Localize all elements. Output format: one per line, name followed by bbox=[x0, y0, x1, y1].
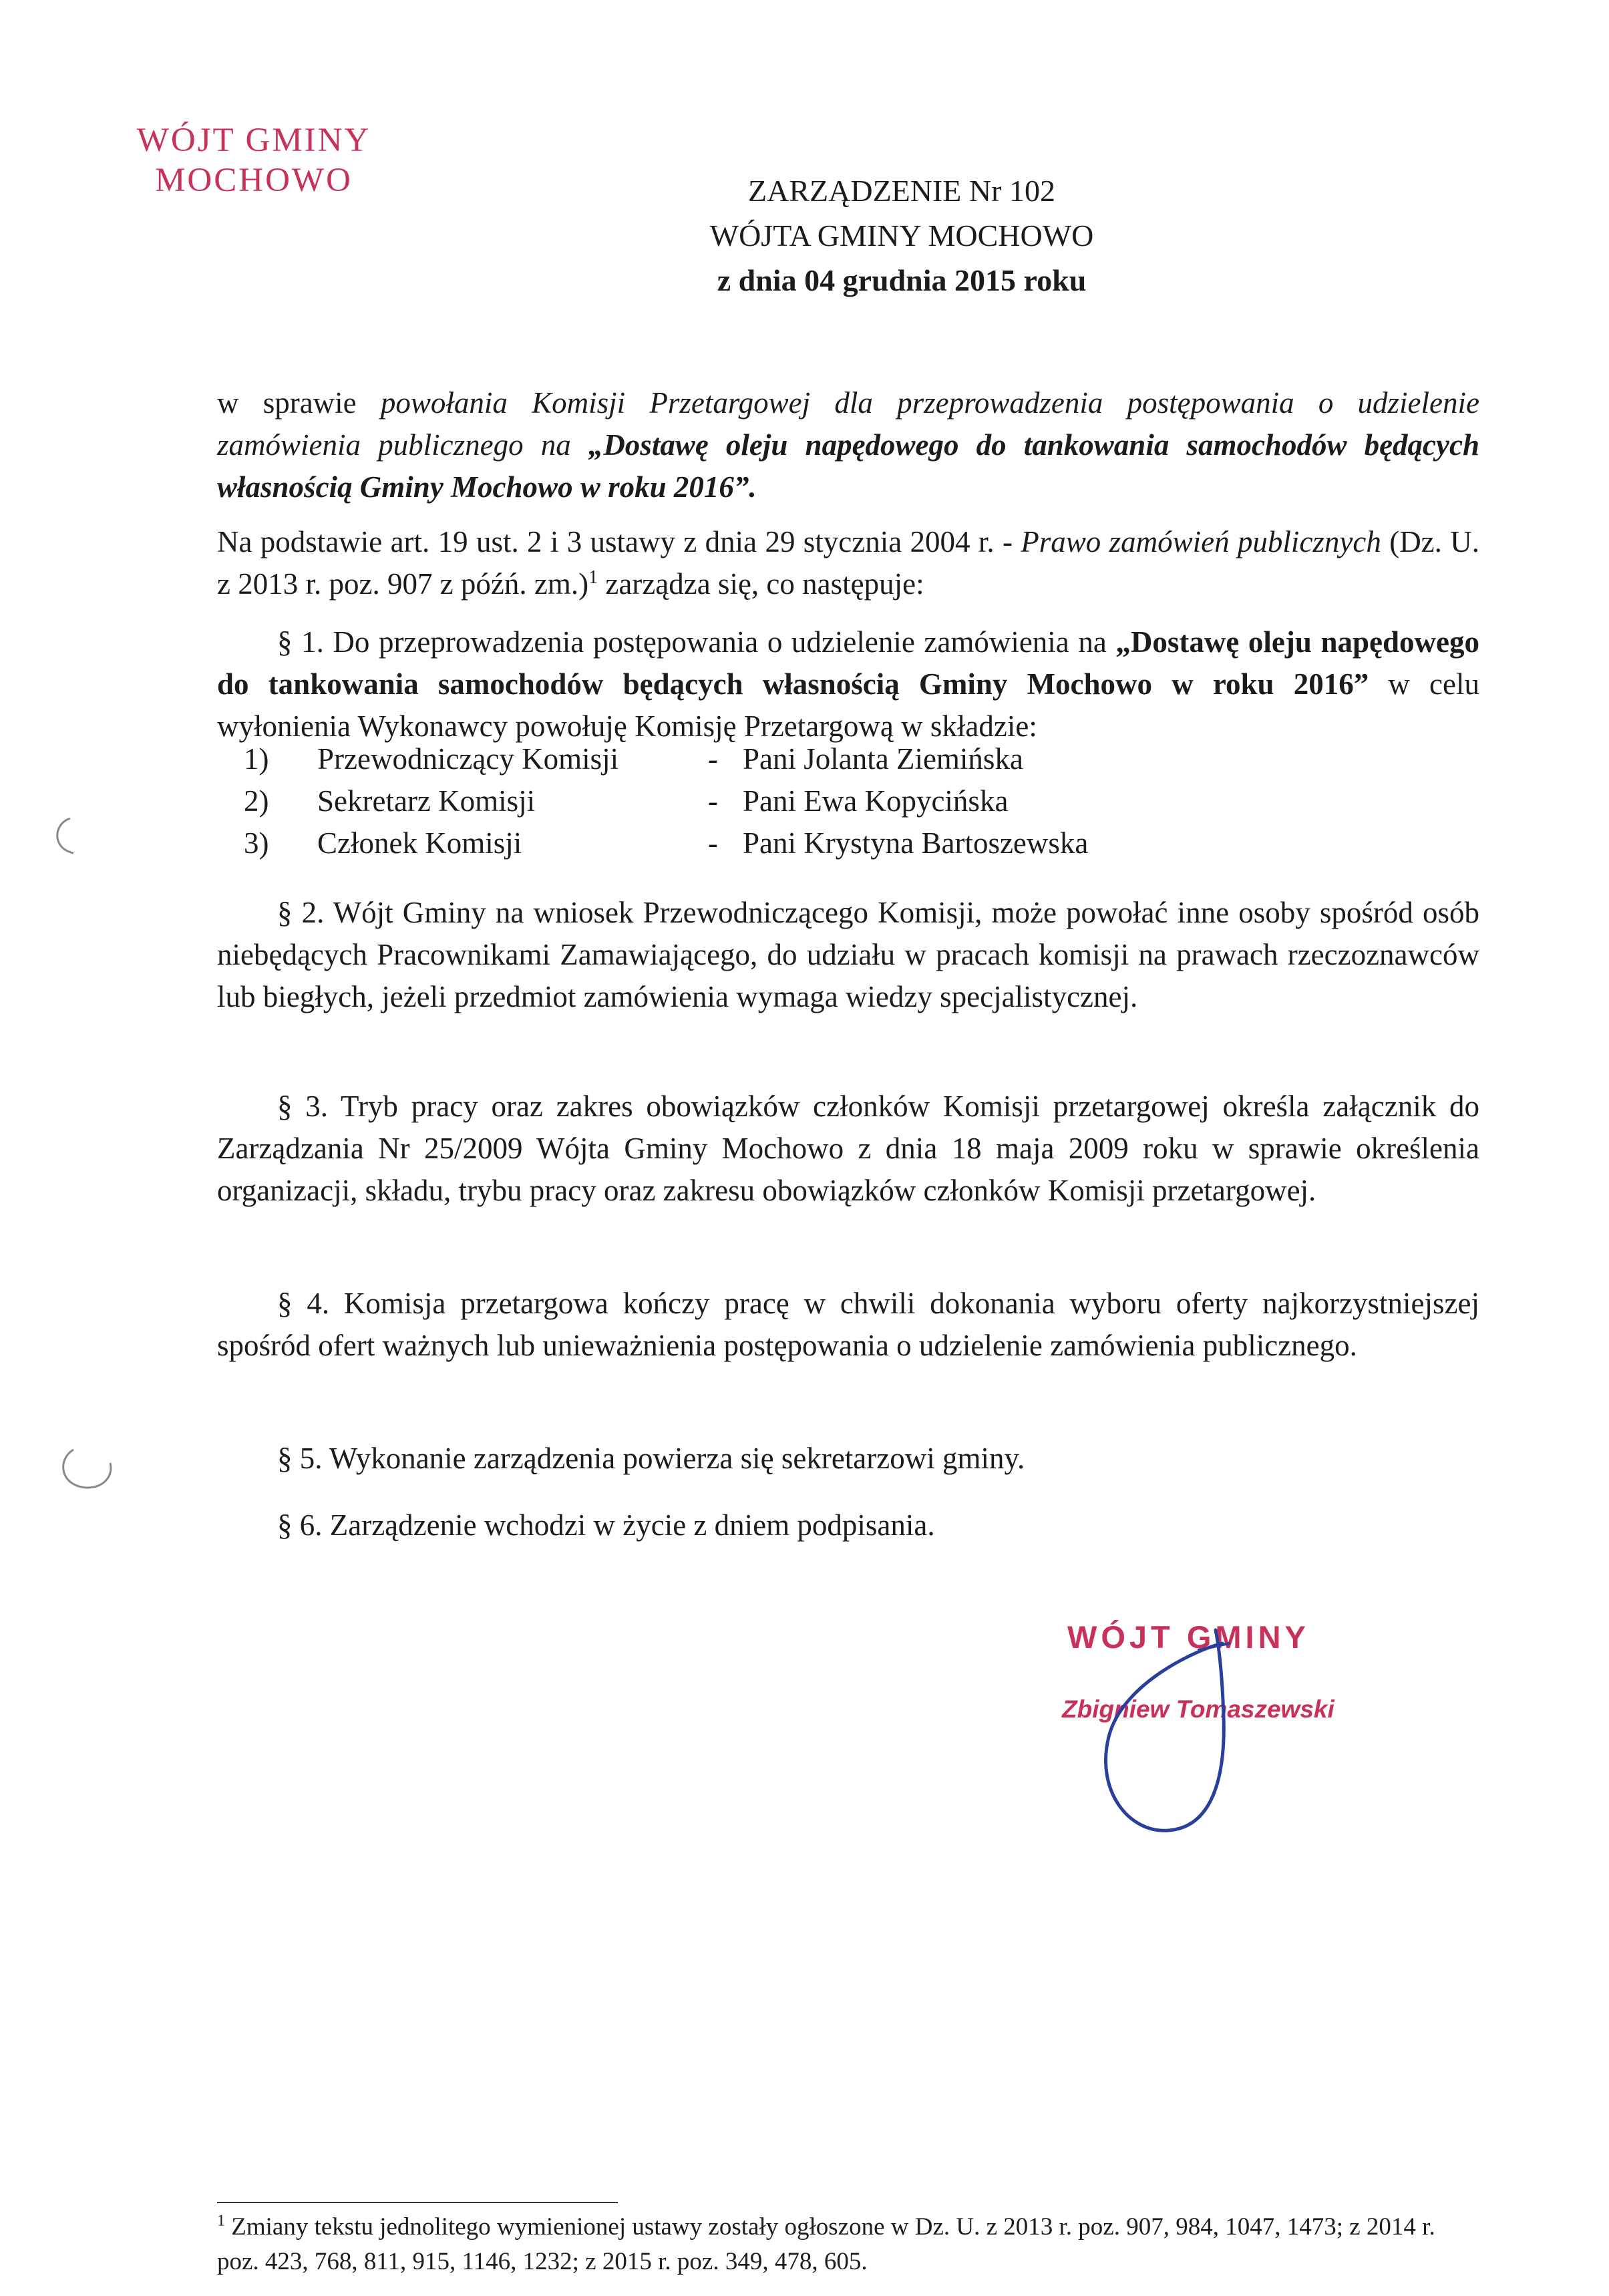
signature-stamp-name: Zbigniew Tomaszewski bbox=[1062, 1695, 1334, 1723]
stamp-line-1: WÓJT GMINY bbox=[136, 122, 371, 159]
signature-stamp-title: WÓJT GMINY bbox=[1067, 1619, 1310, 1655]
member-number: 3) bbox=[244, 826, 269, 860]
section-3: § 3. Tryb pracy oraz zakres obowiązków członków Komisji przetargowej określa załącznik do Zarządzania Nr 25/2009 Wójta Gminy Mochowo z dnia 18 maja 2009 roku w sprawie określenia organizacji, składu, trybu pracy oraz zakresu obowiązków członków Komisji przetargowej. bbox=[217, 1090, 1479, 1207]
subject-description: powołania Komisji Przetargowej dla przeprowadzenia postępowania o udzielenie zamówienia publicznego na bbox=[217, 386, 1479, 462]
footnote-text: Zmiany tekstu jednolitego wymienionej ustawy zostały ogłoszone w Dz. U. z 2013 r. poz. 907, 984, 1047, 1473; z 2014 r. poz. 423, 768, 811, 915, 1146, 1232; z 2015 r. poz. 349, 478, 605. bbox=[217, 2213, 1435, 2275]
member-dash: - bbox=[708, 742, 718, 776]
section-4: § 4. Komisja przetargowa kończy pracę w chwili dokonania wyboru oferty najkorzystniejszej spośród ofert ważnych lub unieważnienia postępowania o udzielenie zamówienia publicznego. bbox=[217, 1287, 1479, 1362]
member-role: Przewodniczący Komisji bbox=[317, 742, 619, 776]
punch-hole-mark bbox=[43, 812, 97, 865]
section-5: § 5. Wykonanie zarządzenia powierza się sekretarzowi gminy. bbox=[277, 1442, 1025, 1475]
member-name: Pani Krystyna Bartoszewska bbox=[743, 826, 1089, 860]
title-line-3: z dnia 04 grudnia 2015 roku bbox=[717, 263, 1087, 297]
committee-member-row bbox=[244, 780, 1008, 822]
member-role: Członek Komisji bbox=[317, 826, 522, 860]
member-role: Sekretarz Komisji bbox=[317, 784, 536, 818]
title-line-1: ZARZĄDZENIE Nr 102 bbox=[748, 174, 1055, 208]
member-dash: - bbox=[708, 784, 718, 818]
section-1 bbox=[217, 621, 1479, 748]
handwritten-signature bbox=[1069, 1603, 1302, 1844]
member-name: Pani Jolanta Ziemińska bbox=[743, 742, 1023, 776]
committee-member-row bbox=[244, 738, 1023, 780]
basis-act-name: Prawo zamówień publicznych bbox=[1021, 525, 1381, 558]
footnote-divider bbox=[217, 2202, 618, 2203]
stamp-line-2: MOCHOWO bbox=[155, 162, 353, 199]
subject-lead: w sprawie bbox=[217, 386, 381, 420]
section-1-text-2: w celu wyłonienia Wykonawcy powołuję Komisję Przetargową w składzie: bbox=[217, 667, 1479, 743]
section-1-text-1: § 1. Do przeprowadzenia postępowania o udzielenie zamówienia na bbox=[277, 625, 1116, 659]
section-6: § 6. Zarządzenie wchodzi w życie z dniem podpisania. bbox=[277, 1508, 935, 1542]
office-stamp bbox=[100, 120, 407, 200]
basis-text-3: zarządza się, co następuje: bbox=[598, 567, 924, 601]
member-dash: - bbox=[708, 826, 718, 860]
subject-paragraph bbox=[217, 382, 1479, 508]
member-name: Pani Ewa Kopycińska bbox=[743, 784, 1009, 818]
legal-basis-paragraph bbox=[217, 521, 1479, 605]
footnote-reference: 1 bbox=[588, 567, 598, 588]
footnote-number: 1 bbox=[217, 2212, 225, 2230]
subject-contract-name: „Dostawę oleju napędowego do tankowania samochodów będących własnością Gminy Mochowo w roku 2016”. bbox=[217, 428, 1480, 504]
section-2: § 2. Wójt Gminy na wniosek Przewodniczącego Komisji, może powołać inne osoby spośród osób niebędących Pracownikami Zamawiającego, do udziału w pracach komisji na prawach rzeczoznawców lub biegłych, jeżeli przedmiot zamówienia wymaga wiedzy specjalistycznej. bbox=[217, 896, 1479, 1013]
section-1-contract-name: „Dostawę oleju napędowego do tankowania samochodów będących własnością Gminy Mochowo w roku 2016” bbox=[217, 625, 1480, 701]
punch-hole-mark bbox=[47, 1440, 120, 1500]
member-number: 1) bbox=[244, 742, 269, 776]
title-line-2: WÓJTA GMINY MOCHOWO bbox=[709, 218, 1094, 253]
basis-text-2: (Dz. U. z 2013 r. poz. 907 z późń. zm.) bbox=[217, 525, 1479, 601]
committee-member-row bbox=[244, 822, 1088, 864]
basis-text-1: Na podstawie art. 19 ust. 2 i 3 ustawy z dnia 29 stycznia 2004 r. - bbox=[217, 525, 1021, 558]
footnote bbox=[217, 2210, 1479, 2279]
member-number: 2) bbox=[244, 784, 269, 818]
document-title bbox=[468, 168, 1336, 303]
